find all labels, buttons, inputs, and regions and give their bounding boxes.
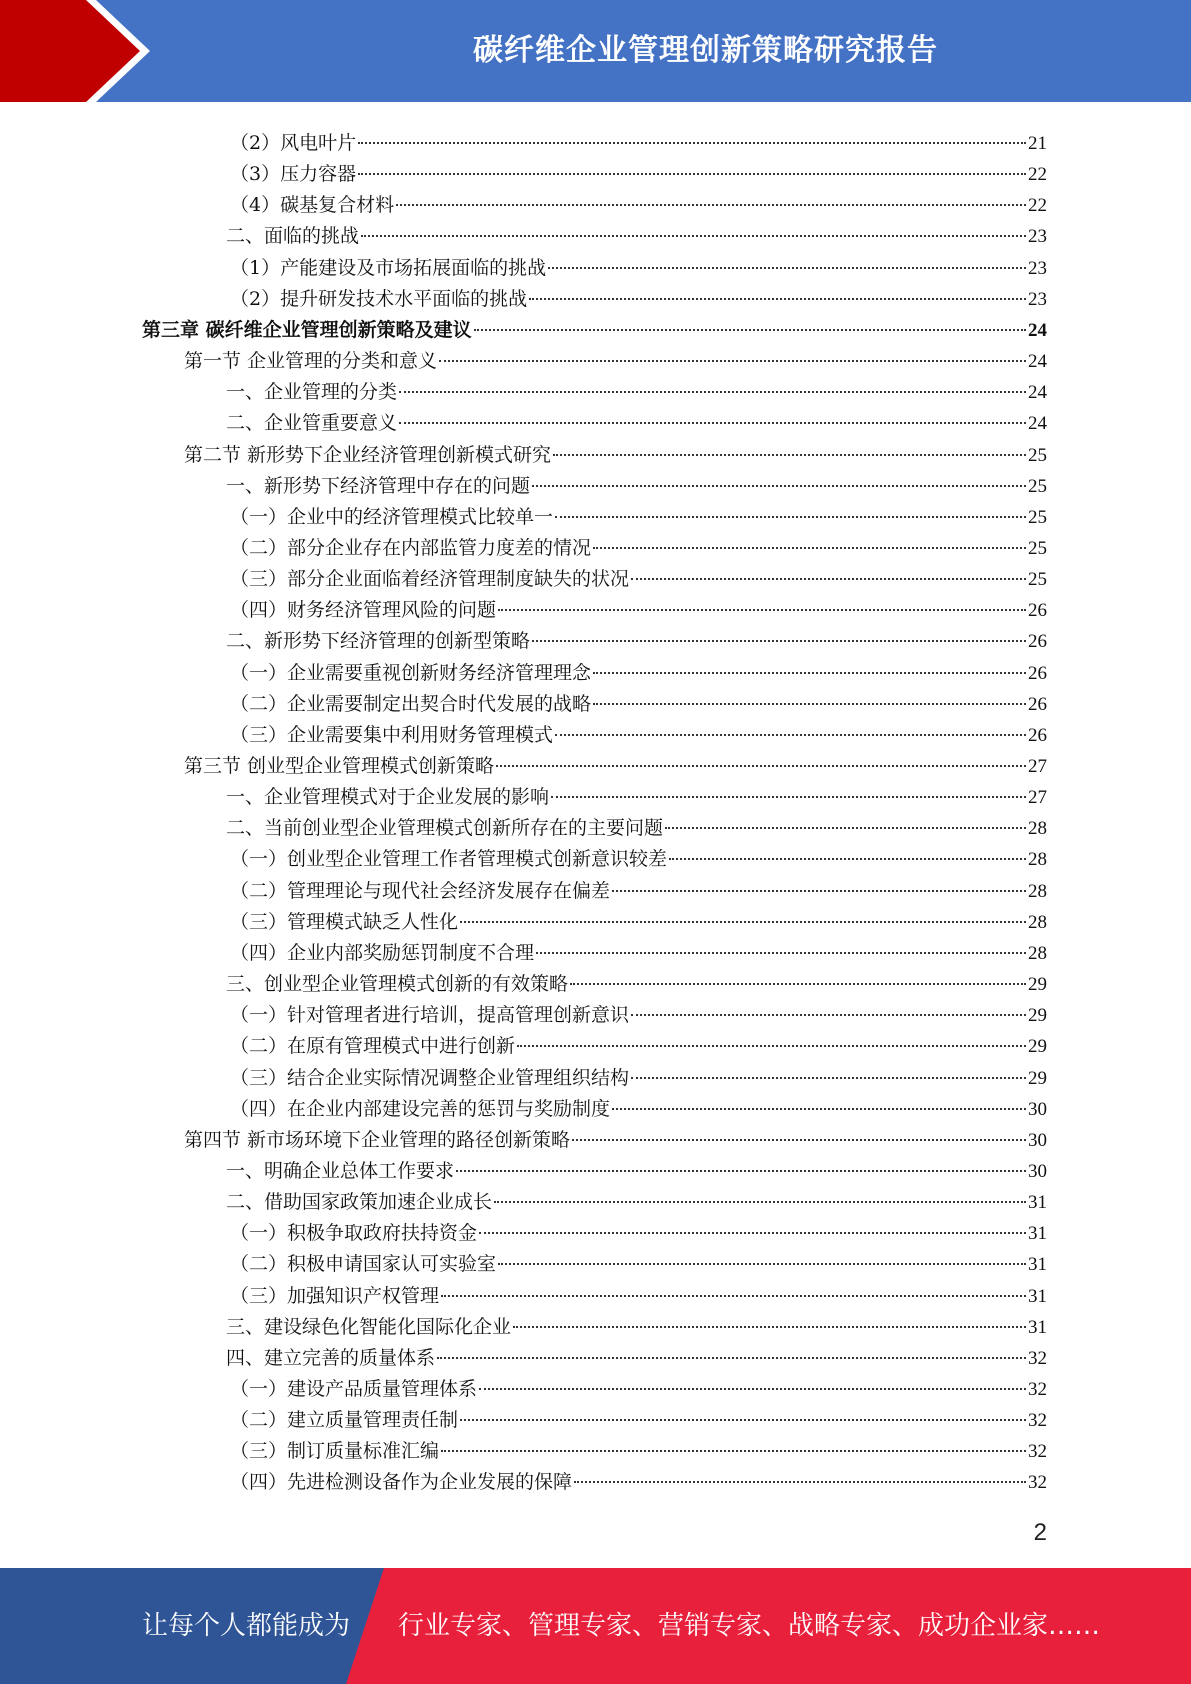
toc-entry[interactable] bbox=[226, 1343, 1047, 1374]
toc-entry-title: 一、企业管理模式对于企业发展的影响 bbox=[226, 786, 550, 809]
page-header bbox=[0, 0, 1191, 111]
toc-dot-leader bbox=[479, 1388, 1026, 1390]
toc-dot-leader bbox=[517, 1045, 1026, 1047]
toc-dot-leader bbox=[460, 921, 1026, 923]
toc-entry-title: 二、当前创业型企业管理模式创新所存在的主要问题 bbox=[226, 817, 664, 840]
toc-dot-leader bbox=[441, 1450, 1026, 1452]
toc-entry-title: （一）企业需要重视创新财务经济管理理念 bbox=[230, 661, 592, 684]
toc-entry[interactable] bbox=[226, 1156, 1047, 1187]
toc-dot-leader bbox=[439, 360, 1026, 362]
toc-entry-title: （三）部分企业面临着经济管理制度缺失的状况 bbox=[230, 568, 630, 591]
toc-entry[interactable] bbox=[230, 284, 1047, 315]
toc-entry[interactable] bbox=[226, 626, 1047, 657]
toc-dot-leader bbox=[513, 1326, 1026, 1328]
toc-entry-title: （三）结合企业实际情况调整企业管理组织结构 bbox=[230, 1066, 630, 1089]
page-number: 2 bbox=[1033, 1519, 1047, 1546]
toc-entry-page: 27 bbox=[1028, 787, 1047, 809]
toc-entry-page: 28 bbox=[1028, 880, 1047, 902]
toc-entry[interactable] bbox=[230, 1094, 1047, 1125]
toc-dot-leader bbox=[570, 983, 1026, 985]
toc-entry-page: 25 bbox=[1028, 475, 1047, 497]
toc-entry[interactable] bbox=[184, 440, 1047, 471]
toc-entry-title: （四）在企业内部建设完善的惩罚与奖励制度 bbox=[230, 1097, 611, 1120]
toc-entry[interactable] bbox=[230, 1467, 1047, 1498]
toc-entry-title: （一）创业型企业管理工作者管理模式创新意识较差 bbox=[230, 848, 668, 871]
toc-dot-leader bbox=[665, 827, 1026, 829]
toc-dot-leader bbox=[437, 1357, 1026, 1359]
document-title: 碳纤维企业管理创新策略研究报告 bbox=[473, 33, 938, 68]
toc-entry-title: （3）压力容器 bbox=[230, 163, 357, 186]
toc-entry[interactable] bbox=[226, 813, 1047, 844]
header-arrow bbox=[0, 0, 140, 102]
toc-dot-leader bbox=[498, 1263, 1026, 1265]
toc-entry-page: 27 bbox=[1028, 756, 1047, 777]
toc-entry-page: 32 bbox=[1028, 1379, 1047, 1400]
toc-entry-title: 二、企业管重要意义 bbox=[226, 412, 398, 435]
toc-entry-title: 三、建设绿色化智能化国际化企业 bbox=[226, 1315, 512, 1338]
toc-entry[interactable] bbox=[230, 907, 1047, 938]
toc-entry-title: （二）企业需要制定出契合时代发展的战略 bbox=[230, 692, 592, 715]
toc-entry[interactable] bbox=[184, 751, 1047, 782]
toc-entry-page: 28 bbox=[1028, 818, 1047, 840]
toc-entry-title: 三、创业型企业管理模式创新的有效策略 bbox=[226, 973, 569, 996]
toc-dot-leader bbox=[358, 142, 1026, 144]
toc-entry-title: （2）风电叶片 bbox=[230, 132, 357, 154]
toc-entry-page: 24 bbox=[1028, 382, 1047, 404]
toc-entry-page: 29 bbox=[1028, 1005, 1047, 1027]
toc-entry-title: （二）管理理论与现代社会经济发展存在偏差 bbox=[230, 879, 611, 902]
page-footer bbox=[0, 1568, 1191, 1684]
toc-dot-leader bbox=[593, 703, 1026, 705]
toc-entry[interactable] bbox=[230, 159, 1047, 190]
toc-entry-page: 22 bbox=[1028, 164, 1047, 186]
toc-dot-leader bbox=[532, 640, 1026, 642]
toc-entry[interactable] bbox=[230, 658, 1047, 689]
toc-entry-title: 第四节 新市场环境下企业管理的路径创新策略 bbox=[184, 1128, 571, 1151]
toc-entry-page: 23 bbox=[1028, 226, 1047, 248]
toc-entry[interactable] bbox=[230, 595, 1047, 626]
toc-entry-page: 24 bbox=[1028, 413, 1047, 435]
toc-entry-page: 26 bbox=[1028, 693, 1047, 715]
toc-entry-title: 二、面临的挑战 bbox=[226, 225, 360, 248]
toc-dot-leader bbox=[551, 796, 1026, 798]
toc-entry[interactable] bbox=[230, 1281, 1047, 1312]
footer-slogan-right: 行业专家、管理专家、营销专家、战略专家、成功企业家…… bbox=[398, 1611, 1101, 1641]
toc-entry[interactable] bbox=[226, 1187, 1047, 1218]
toc-dot-leader bbox=[612, 1108, 1026, 1110]
toc-dot-leader bbox=[529, 298, 1026, 300]
header-bottom-stripe bbox=[0, 102, 1191, 111]
toc-dot-leader bbox=[555, 734, 1026, 736]
toc-dot-leader bbox=[631, 1077, 1026, 1079]
toc-entry-title: （三）管理模式缺乏人性化 bbox=[230, 910, 459, 933]
toc-entry[interactable] bbox=[230, 1218, 1047, 1249]
toc-dot-leader bbox=[479, 1232, 1026, 1234]
toc-entry[interactable] bbox=[226, 1312, 1047, 1343]
toc-entry-page: 26 bbox=[1028, 662, 1047, 684]
toc-dot-leader bbox=[460, 1419, 1026, 1421]
toc-entry[interactable] bbox=[230, 1031, 1047, 1062]
toc-entry-title: （一）企业中的经济管理模式比较单一 bbox=[230, 505, 554, 528]
toc-entry-title: （二）部分企业存在内部监管力度差的情况 bbox=[230, 536, 592, 559]
toc-entry-title: （二）积极申请国家认可实验室 bbox=[230, 1253, 497, 1276]
toc-dot-leader bbox=[612, 890, 1026, 892]
toc-entry-page: 30 bbox=[1028, 1098, 1047, 1120]
toc-dot-leader bbox=[498, 609, 1026, 611]
toc-entry[interactable] bbox=[142, 315, 1047, 346]
toc-dot-leader bbox=[496, 765, 1026, 767]
toc-entry[interactable] bbox=[226, 969, 1047, 1000]
toc-entry-page: 21 bbox=[1028, 133, 1047, 154]
toc-entry-page: 25 bbox=[1028, 506, 1047, 528]
toc-dot-leader bbox=[631, 578, 1026, 580]
toc-entry[interactable] bbox=[226, 471, 1047, 502]
toc-dot-leader bbox=[456, 1170, 1026, 1172]
toc-entry[interactable] bbox=[230, 128, 1047, 159]
toc-dot-leader bbox=[494, 1201, 1026, 1203]
toc-entry-page: 22 bbox=[1028, 195, 1047, 217]
toc-entry[interactable] bbox=[230, 720, 1047, 751]
toc-dot-leader bbox=[399, 422, 1026, 424]
toc-entry-page: 26 bbox=[1028, 631, 1047, 653]
toc-entry-page: 25 bbox=[1028, 537, 1047, 559]
toc-entry-page: 26 bbox=[1028, 600, 1047, 622]
toc-entry-page: 28 bbox=[1028, 911, 1047, 933]
toc-dot-leader bbox=[593, 672, 1026, 674]
toc-entry[interactable] bbox=[230, 190, 1047, 221]
toc-entry[interactable] bbox=[230, 1249, 1047, 1280]
toc-entry-page: 32 bbox=[1028, 1441, 1047, 1463]
toc-entry[interactable] bbox=[230, 1374, 1047, 1405]
toc-entry-page: 31 bbox=[1028, 1192, 1047, 1214]
toc-entry-title: （三）企业需要集中利用财务管理模式 bbox=[230, 723, 554, 746]
toc-entry[interactable] bbox=[184, 1125, 1047, 1156]
toc-entry[interactable] bbox=[230, 1436, 1047, 1467]
toc-entry-title: 二、借助国家政策加速企业成长 bbox=[226, 1191, 493, 1214]
toc-dot-leader bbox=[593, 547, 1026, 549]
toc-entry-title: （三）加强知识产权管理 bbox=[230, 1284, 440, 1307]
toc-entry-page: 26 bbox=[1028, 724, 1047, 746]
toc-dot-leader bbox=[548, 267, 1026, 269]
toc-entry-title: （四）企业内部奖励惩罚制度不合理 bbox=[230, 941, 535, 964]
toc-dot-leader bbox=[553, 454, 1026, 456]
toc-entry-title: （一）针对管理者进行培训，提高管理创新意识 bbox=[230, 1004, 630, 1027]
toc-entry[interactable] bbox=[226, 408, 1047, 439]
toc-entry-title: （一）建设产品质量管理体系 bbox=[230, 1378, 478, 1400]
toc-dot-leader bbox=[574, 1481, 1026, 1483]
footer-slogan-left: 让每个人都能成为 bbox=[142, 1611, 351, 1641]
toc-entry-page: 23 bbox=[1028, 257, 1047, 279]
toc-entry-page: 28 bbox=[1028, 849, 1047, 871]
toc-entry-page: 31 bbox=[1028, 1285, 1047, 1307]
toc-entry-title: 四、建立完善的质量体系 bbox=[226, 1346, 436, 1369]
toc-entry-title: 第三节 创业型企业管理模式创新策略 bbox=[184, 755, 495, 777]
toc-entry-title: （一）积极争取政府扶持资金 bbox=[230, 1222, 478, 1245]
toc-entry-title: 一、新形势下经济管理中存在的问题 bbox=[226, 474, 531, 497]
toc-entry[interactable] bbox=[226, 377, 1047, 408]
toc-entry-title: （四）财务经济管理风险的问题 bbox=[230, 599, 497, 622]
toc-dot-leader bbox=[572, 1139, 1026, 1141]
toc-entry-page: 25 bbox=[1028, 569, 1047, 591]
toc-entry[interactable] bbox=[230, 689, 1047, 720]
toc-entry-page: 29 bbox=[1028, 1067, 1047, 1089]
toc-entry[interactable] bbox=[230, 938, 1047, 969]
toc-entry-title: （4）碳基复合材料 bbox=[230, 194, 395, 217]
toc-entry-title: （二）在原有管理模式中进行创新 bbox=[230, 1035, 516, 1058]
toc-entry-title: （1）产能建设及市场拓展面临的挑战 bbox=[230, 256, 547, 279]
toc-dot-leader bbox=[361, 235, 1026, 237]
toc-entry-page: 30 bbox=[1028, 1129, 1047, 1151]
toc-entry[interactable] bbox=[226, 782, 1047, 813]
toc-entry[interactable] bbox=[230, 876, 1047, 907]
toc-dot-leader bbox=[532, 485, 1026, 487]
toc-entry-title: 一、明确企业总体工作要求 bbox=[226, 1159, 455, 1182]
toc-dot-leader bbox=[399, 391, 1026, 393]
toc-entry-page: 31 bbox=[1028, 1316, 1047, 1338]
toc-entry-title: （四）先进检测设备作为企业发展的保障 bbox=[230, 1471, 573, 1494]
toc-entry-page: 32 bbox=[1028, 1347, 1047, 1369]
toc-entry-page: 24 bbox=[1028, 319, 1047, 341]
toc-entry[interactable] bbox=[230, 1063, 1047, 1094]
toc-entry-page: 29 bbox=[1028, 1036, 1047, 1058]
toc-entry-page: 28 bbox=[1028, 942, 1047, 964]
toc-entry-title: 一、企业管理的分类 bbox=[226, 381, 398, 404]
toc-entry[interactable] bbox=[184, 346, 1047, 377]
toc-dot-leader bbox=[669, 858, 1026, 860]
toc-dot-leader bbox=[358, 173, 1026, 175]
toc-entry[interactable] bbox=[230, 844, 1047, 875]
toc-dot-leader bbox=[474, 329, 1026, 331]
toc-entry[interactable] bbox=[230, 533, 1047, 564]
toc-entry[interactable] bbox=[230, 564, 1047, 595]
toc-entry[interactable] bbox=[230, 253, 1047, 284]
toc-dot-leader bbox=[631, 1014, 1026, 1016]
toc-entry-title: 第三章 碳纤维企业管理创新策略及建议 bbox=[142, 318, 472, 341]
toc-dot-leader bbox=[441, 1295, 1026, 1297]
toc-entry[interactable] bbox=[230, 502, 1047, 533]
toc-entry-title: （三）制订质量标准汇编 bbox=[230, 1440, 440, 1463]
toc-entry[interactable] bbox=[230, 1000, 1047, 1031]
toc-entry-title: 第二节 新形势下企业经济管理创新模式研究 bbox=[184, 443, 552, 466]
toc-dot-leader bbox=[396, 204, 1026, 206]
toc-entry-page: 29 bbox=[1028, 974, 1047, 996]
toc-entry-page: 32 bbox=[1028, 1472, 1047, 1494]
toc-dot-leader bbox=[536, 952, 1026, 954]
toc-entry-page: 30 bbox=[1028, 1160, 1047, 1182]
toc-entry-page: 23 bbox=[1028, 288, 1047, 310]
toc-entry-page: 25 bbox=[1028, 444, 1047, 466]
toc-dot-leader bbox=[555, 516, 1026, 518]
toc-entry-page: 24 bbox=[1028, 351, 1047, 373]
toc-entry-page: 31 bbox=[1028, 1223, 1047, 1245]
toc-entry-title: 二、新形势下经济管理的创新型策略 bbox=[226, 630, 531, 653]
toc-entry-title: 第一节 企业管理的分类和意义 bbox=[184, 350, 438, 373]
toc-entry-title: （2）提升研发技术水平面临的挑战 bbox=[230, 287, 528, 310]
toc-entry-title: （二）建立质量管理责任制 bbox=[230, 1409, 459, 1432]
toc-entry[interactable] bbox=[226, 221, 1047, 252]
toc-entry-page: 31 bbox=[1028, 1254, 1047, 1276]
toc-entry[interactable] bbox=[230, 1405, 1047, 1436]
toc-entry-page: 32 bbox=[1028, 1410, 1047, 1432]
